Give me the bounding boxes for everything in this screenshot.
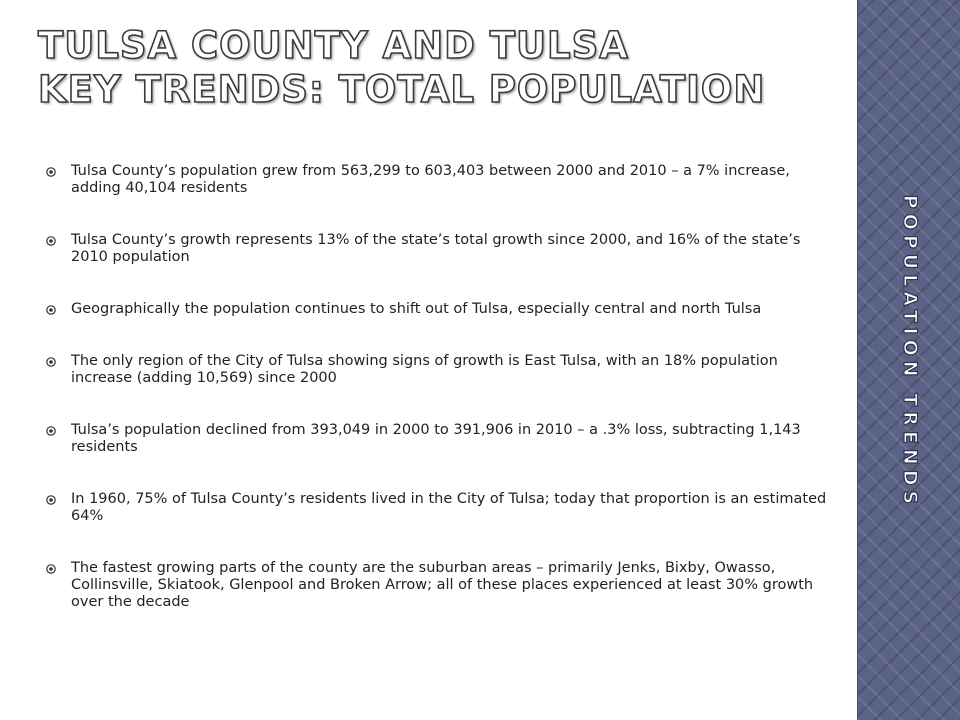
bullet-text: Tulsa County’s growth represents 13% of the state’s total growth since 2000, and 16% of the state’s 2010 population — [71, 232, 801, 265]
target-bullet-icon — [46, 167, 56, 177]
list-item — [44, 163, 834, 197]
list-item — [44, 353, 834, 387]
bullet-list — [44, 163, 834, 646]
list-item — [44, 560, 834, 611]
bullet-text: Tulsa’s population declined from 393,049 in 2000 to 391,906 in 2010 – a .3% loss, subtracting 1,143 residents — [71, 422, 801, 455]
list-item — [44, 422, 834, 456]
bullet-text: Geographically the population continues to shift out of Tulsa, especially central and north Tulsa — [71, 301, 762, 317]
target-bullet-icon — [46, 564, 56, 574]
bullet-text: In 1960, 75% of Tulsa County’s residents lived in the City of Tulsa; today that proportion is an estimated 64% — [71, 491, 827, 524]
target-bullet-icon — [46, 357, 56, 367]
page-title — [38, 24, 838, 112]
title-line-2: KEY TRENDS: TOTAL POPULATION — [38, 68, 766, 111]
target-bullet-icon — [46, 236, 56, 246]
list-item — [44, 232, 834, 266]
target-bullet-icon — [46, 426, 56, 436]
target-bullet-icon — [46, 495, 56, 505]
title-line-1: TULSA COUNTY AND TULSA — [38, 24, 629, 67]
list-item — [44, 301, 834, 318]
target-bullet-icon — [46, 305, 56, 315]
bullet-text: Tulsa County’s population grew from 563,299 to 603,403 between 2000 and 2010 – a 7% increase, adding 40,104 residents — [71, 163, 790, 196]
sidebar-section-label: POPULATION TRENDS — [898, 194, 921, 510]
bullet-text: The only region of the City of Tulsa showing signs of growth is East Tulsa, with an 18% population increase (adding 10,569) since 2000 — [71, 353, 778, 386]
list-item — [44, 491, 834, 525]
bullet-text: The fastest growing parts of the county are the suburban areas – primarily Jenks, Bixby, Owasso, Collinsville, Skiatook, Glenpool and Broken Arrow; all of these places experienced at least 30% growth over the decade — [71, 560, 814, 610]
sidebar-panel — [857, 0, 960, 720]
